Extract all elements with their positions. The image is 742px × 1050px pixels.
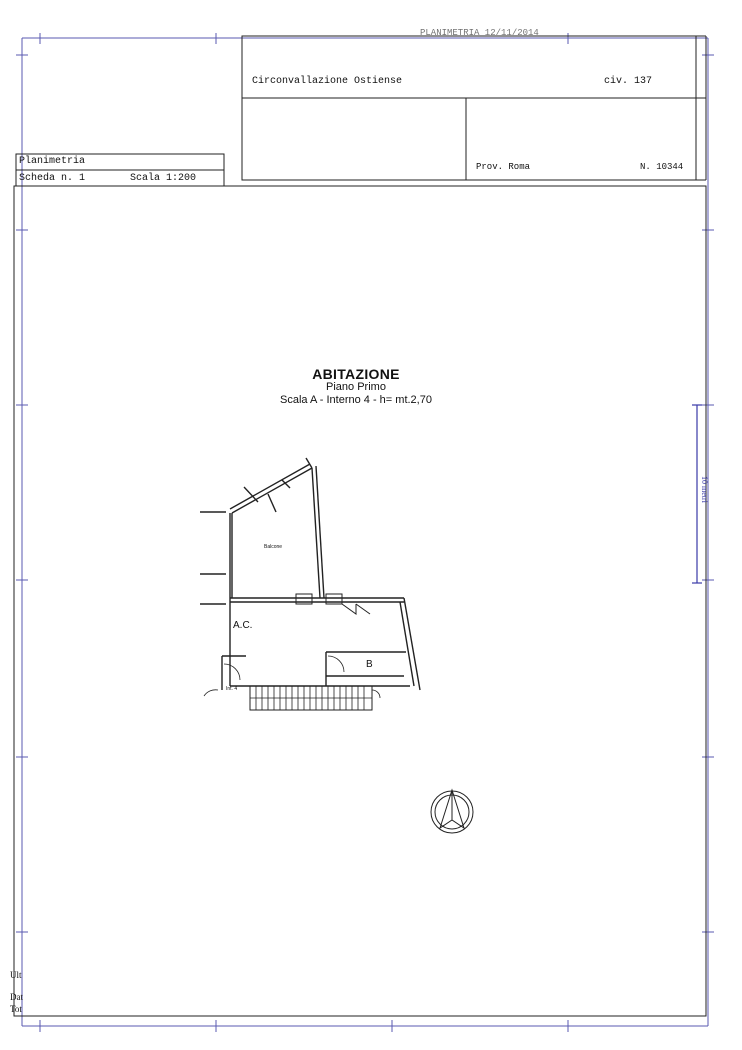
floor-plan xyxy=(200,458,420,710)
plan-title: ABITAZIONE xyxy=(312,366,400,382)
document-number: N. 10344 xyxy=(640,162,684,172)
room-label-ac: A.C. xyxy=(233,620,253,631)
margin-label-ult: Ult xyxy=(10,970,22,980)
margin-label-dat: Dat xyxy=(10,992,23,1002)
room-label-interno: Int. 4 xyxy=(226,686,238,692)
north-arrow-icon xyxy=(431,790,473,833)
street-address: Circonvallazione Ostiense xyxy=(252,76,403,87)
plan-details: Scala A - Interno 4 - h= mt.2,70 xyxy=(280,394,432,406)
header-cut-text: PLANIMETRIA 12/11/2014 xyxy=(420,28,539,35)
sheet-number: Scheda n. 1 xyxy=(19,173,86,184)
province: Prov. Roma xyxy=(476,162,531,172)
plan-floor: Piano Primo xyxy=(326,381,386,393)
scale-bar-label: 10 metri xyxy=(700,476,709,503)
sheet-scale: Scala 1:200 xyxy=(130,173,197,184)
room-label-b: B xyxy=(366,659,373,670)
margin-label-tot: Tot xyxy=(10,1004,22,1014)
sheet-type: Planimetria xyxy=(19,156,86,167)
civic-number: civ. 137 xyxy=(604,76,653,87)
room-label-balcony: Balcone xyxy=(264,544,283,550)
